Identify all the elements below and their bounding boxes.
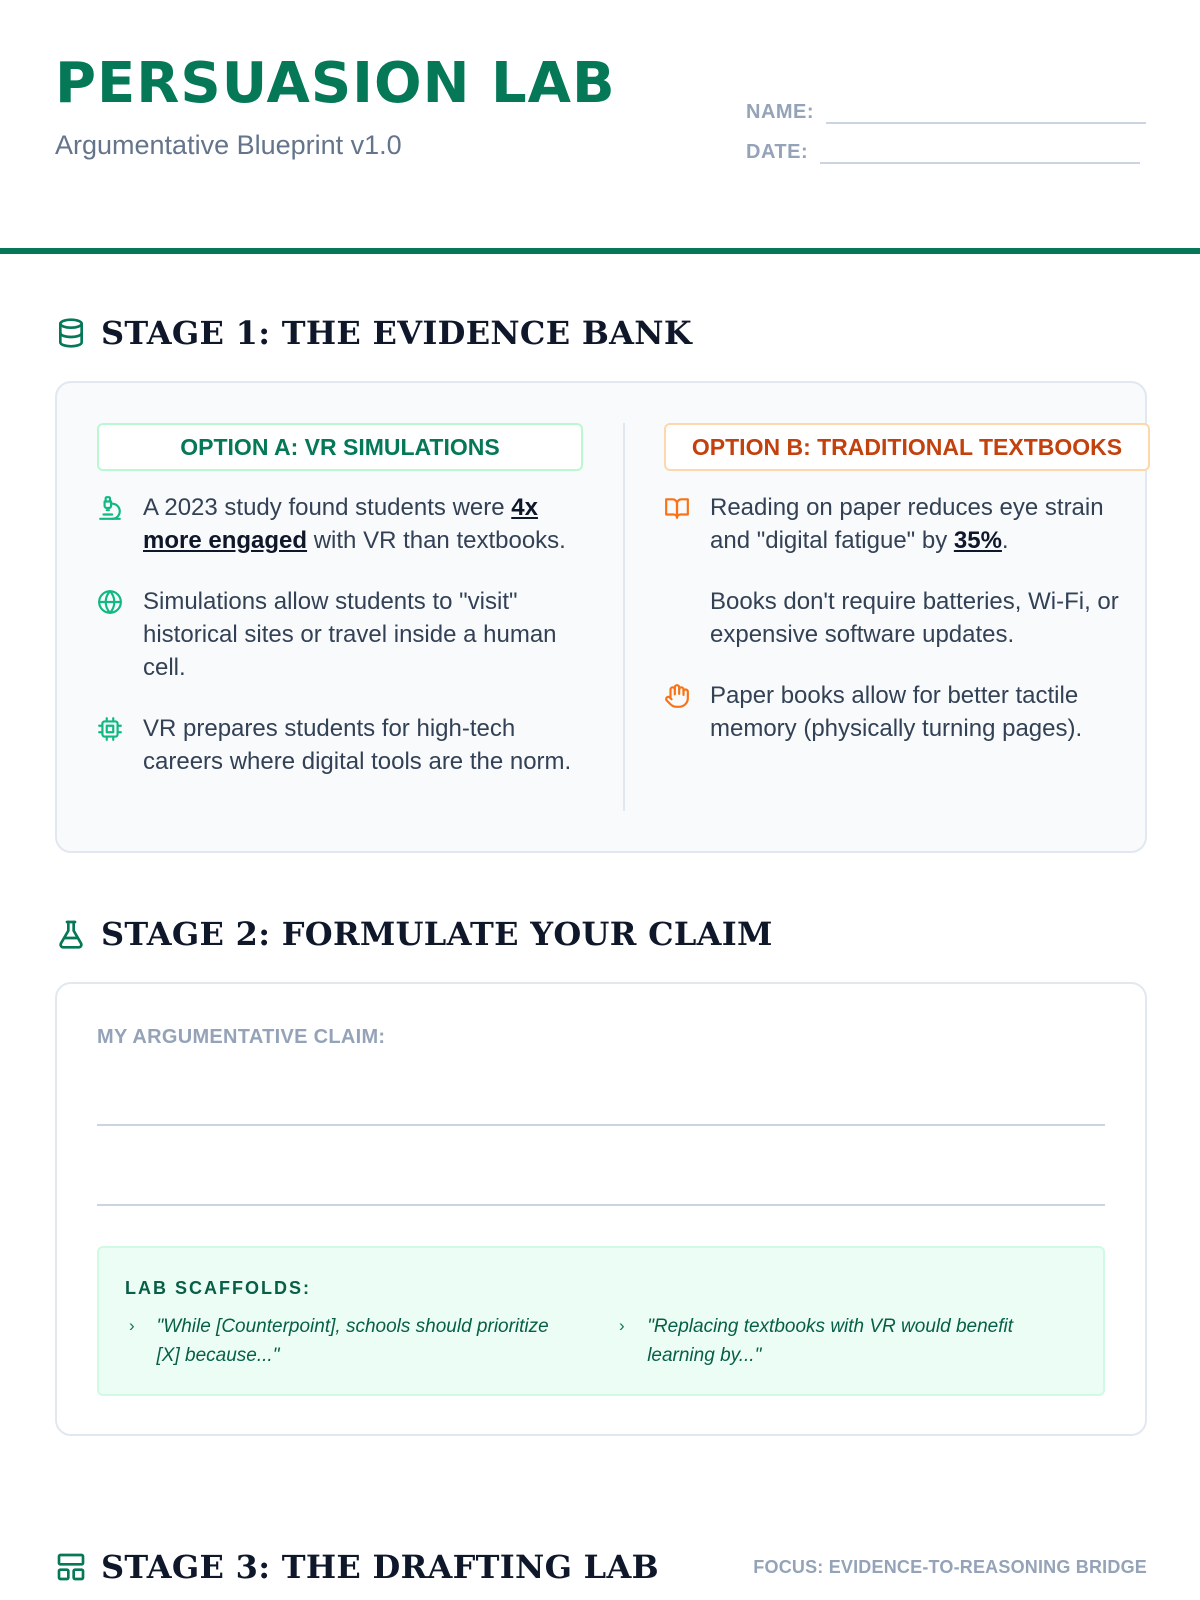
book-open-icon — [664, 495, 690, 521]
date-row — [746, 138, 1140, 164]
option-b-heading: OPTION B: TRADITIONAL TEXTBOOKS — [664, 423, 1150, 471]
evidence-text: VR prepares students for high-tech careers where digital tools are the norm. — [143, 715, 572, 775]
date-label: DATE: — [746, 141, 809, 163]
page-title: PERSUASION LAB — [55, 51, 616, 116]
list-item — [97, 585, 583, 684]
evidence-text: Books don't require batteries, Wi-Fi, or expensive software updates. — [710, 588, 1119, 648]
stage2-heading — [55, 915, 773, 953]
chevron-right-icon: › — [129, 1316, 135, 1335]
layout-icon — [55, 1551, 87, 1583]
list-item — [97, 491, 583, 557]
stage3-heading — [55, 1548, 659, 1586]
option-a-column — [97, 423, 583, 806]
option-a-heading: OPTION A: VR SIMULATIONS — [97, 423, 583, 471]
stage1-heading — [55, 314, 692, 352]
focus-note: FOCUS: EVIDENCE-TO-REASONING BRIDGE — [753, 1557, 1147, 1577]
worksheet-header — [0, 0, 1200, 254]
name-field[interactable] — [826, 98, 1146, 124]
evidence-text: A 2023 study found students were 4x more engaged with VR than textbooks. — [143, 494, 566, 554]
name-row — [746, 98, 1146, 124]
globe-icon — [97, 589, 123, 615]
claim-writing-line[interactable] — [97, 1124, 1105, 1126]
database-icon — [55, 317, 87, 349]
evidence-text: Simulations allow students to "visit" historical sites or travel inside a human cell. — [143, 588, 557, 681]
evidence-bank — [55, 381, 1147, 853]
scaffold-item — [619, 1312, 1059, 1370]
list-item — [664, 491, 1150, 557]
blank-icon — [664, 589, 690, 615]
option-b-column — [664, 423, 1150, 773]
hand-icon — [664, 683, 690, 709]
scaffold-text: "While [Counterpoint], schools should prioritize [X] because..." — [156, 1316, 549, 1366]
stage3-title: STAGE 3: THE DRAFTING LAB — [101, 1548, 659, 1586]
page-subtitle: Argumentative Blueprint v1.0 — [55, 130, 402, 160]
name-label: NAME: — [746, 101, 815, 123]
list-item — [664, 585, 1150, 651]
stage2-title: STAGE 2: FORMULATE YOUR CLAIM — [101, 915, 773, 953]
scaffold-item — [129, 1312, 569, 1370]
chip-icon — [97, 716, 123, 742]
scaffold-text: "Replacing textbooks with VR would benefit learning by..." — [647, 1316, 1014, 1366]
stage1-title: STAGE 1: THE EVIDENCE BANK — [101, 314, 692, 352]
evidence-text: Reading on paper reduces eye strain and "digital fatigue" by 35%. — [710, 494, 1104, 554]
list-item — [97, 712, 583, 778]
evidence-text: Paper books allow for better tactile memory (physically turning pages). — [710, 682, 1083, 742]
column-divider — [623, 423, 625, 811]
claim-box — [55, 982, 1147, 1436]
list-item — [664, 679, 1150, 745]
flask-icon — [55, 918, 87, 950]
date-field[interactable] — [820, 138, 1140, 164]
lab-scaffolds — [97, 1246, 1105, 1396]
scaffold-title: LAB SCAFFOLDS: — [125, 1278, 311, 1298]
claim-label: MY ARGUMENTATIVE CLAIM: — [97, 1026, 386, 1048]
claim-writing-line[interactable] — [97, 1204, 1105, 1206]
chevron-right-icon: › — [619, 1316, 625, 1335]
microscope-icon — [97, 495, 123, 521]
